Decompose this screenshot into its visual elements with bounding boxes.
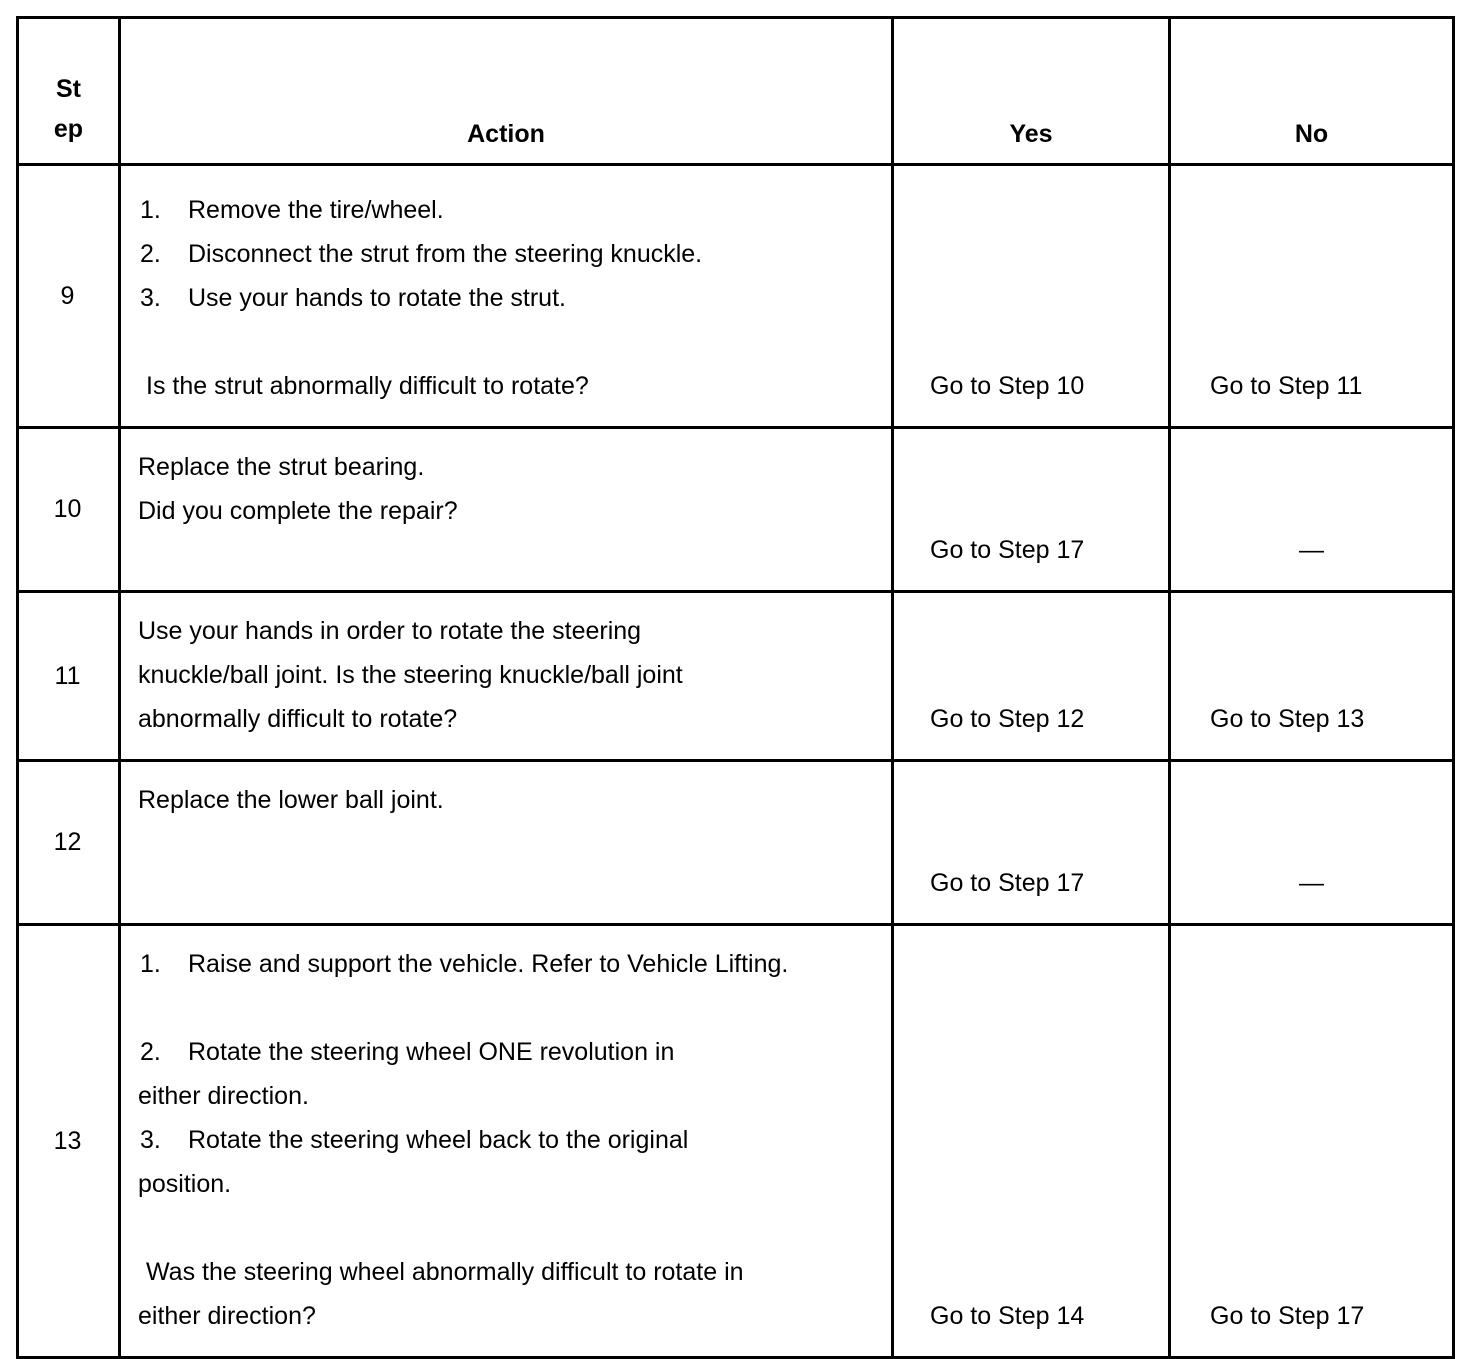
spacer: [138, 1206, 875, 1250]
action-cell: [120, 761, 893, 925]
action-cell: [120, 925, 893, 1358]
action-line: knuckle/ball joint. Is the steering knuckle/ball joint: [138, 661, 683, 689]
table-row: [18, 592, 1454, 761]
header-row: [18, 18, 1454, 165]
action-item: 1. Remove the tire/wheel.: [140, 196, 444, 224]
action-cell: [120, 592, 893, 761]
no-column-header: No: [1170, 18, 1454, 165]
action-item: 2. Rotate the steering wheel ONE revolution in: [140, 1038, 675, 1066]
table-row: [18, 761, 1454, 925]
yes-result: Go to Step 17: [893, 761, 1170, 925]
action-item: 3. Rotate the steering wheel back to the original: [140, 1126, 689, 1154]
action-line: Replace the lower ball joint.: [138, 786, 444, 814]
action-item: 3. Use your hands to rotate the strut.: [140, 284, 566, 312]
step-number: 11: [18, 592, 120, 761]
no-result: —: [1170, 761, 1454, 925]
action-line: Did you complete the repair?: [138, 497, 458, 525]
action-item-continued: position.: [138, 1170, 232, 1198]
spacer: [138, 986, 875, 1030]
no-result: Go to Step 17: [1170, 925, 1454, 1358]
step-number: 9: [18, 165, 120, 428]
yes-result: Go to Step 12: [893, 592, 1170, 761]
action-question-continued: either direction?: [138, 1302, 316, 1330]
step-number: 12: [18, 761, 120, 925]
table-row: [18, 428, 1454, 592]
no-result: —: [1170, 428, 1454, 592]
step-number: 13: [18, 925, 120, 1358]
step-header-line2: ep: [53, 115, 84, 143]
diagnostic-table: [16, 16, 1455, 1359]
step-header-line1: St: [56, 75, 81, 103]
action-column-header: Action: [120, 18, 893, 165]
step-number: 10: [18, 428, 120, 592]
step-column-header: [18, 18, 120, 165]
action-line: abnormally difficult to rotate?: [138, 705, 458, 733]
spacer: [138, 320, 875, 364]
action-question: Is the strut abnormally difficult to rotate?: [146, 372, 589, 400]
yes-result: Go to Step 10: [893, 165, 1170, 428]
yes-result: Go to Step 14: [893, 925, 1170, 1358]
action-cell: [120, 165, 893, 428]
action-cell: [120, 428, 893, 592]
action-item: 1. Raise and support the vehicle. Refer to Vehicle Lifting.: [140, 950, 789, 978]
no-result: Go to Step 13: [1170, 592, 1454, 761]
action-question: Was the steering wheel abnormally difficult to rotate in: [146, 1258, 744, 1286]
action-line: Use your hands in order to rotate the steering: [138, 617, 642, 645]
yes-column-header: Yes: [893, 18, 1170, 165]
table-row: [18, 165, 1454, 428]
action-item: 2. Disconnect the strut from the steering knuckle.: [140, 240, 703, 268]
action-line: Replace the strut bearing.: [138, 453, 425, 481]
yes-result: Go to Step 17: [893, 428, 1170, 592]
table-row: [18, 925, 1454, 1358]
no-result: Go to Step 11: [1170, 165, 1454, 428]
action-item-continued: either direction.: [138, 1082, 309, 1110]
